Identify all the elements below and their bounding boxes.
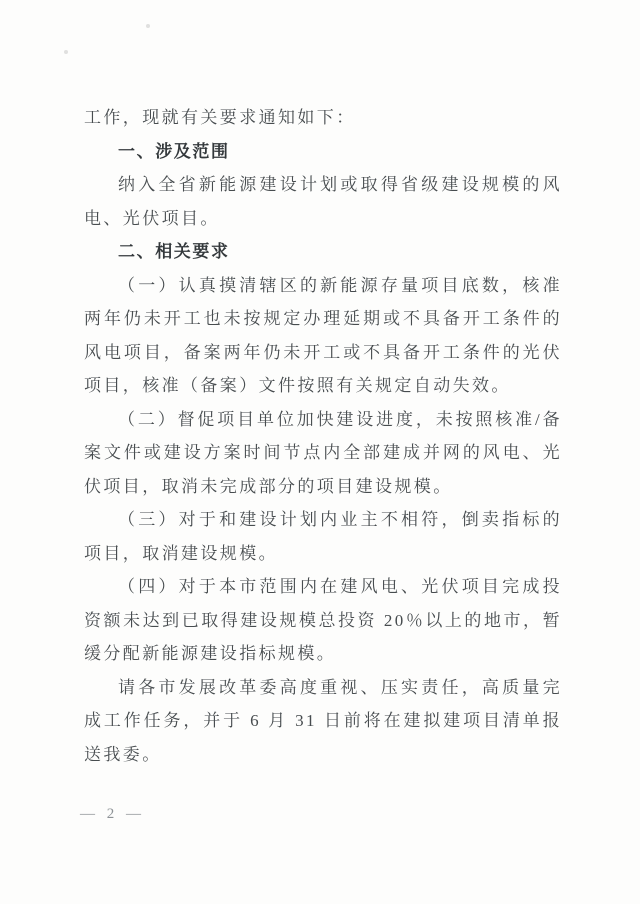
paragraph: （二）督促项目单位加快建设进度，未按照核准/备案文件或建设方案时间节点内全部建成并网的风电、光伏项目，取消未完成部分的项目建设规模。	[84, 409, 562, 496]
paragraph: （一）认真摸清辖区的新能源存量项目底数，核准两年仍未开工也未按规定办理延期或不具备开工条件的风电项目，备案两年仍未开工或不具备开工条件的光伏项目，核准（备案）文件按照有关规定自动失效。	[84, 275, 562, 395]
section-heading: 一、涉及范围	[118, 141, 230, 161]
paragraph: （三）对于和建设计划内业主不相符，倒卖指标的项目，取消建设规模。	[84, 510, 562, 563]
scan-speck	[64, 50, 68, 54]
scan-speck	[146, 24, 150, 28]
paragraph: 纳入全省新能源建设计划或取得省级建设规模的风电、光伏项目。	[84, 175, 562, 228]
paragraph: （四）对于本市范围内在建风电、光伏项目完成投资额未达到已取得建设规模总投资 20％以上的地市，暂缓分配新能源建设指标规模。	[84, 577, 562, 663]
section-heading: 二、相关要求	[118, 242, 230, 261]
page-number: — 2 —	[80, 806, 145, 822]
document-body	[84, 101, 562, 771]
paragraph: 工作，现就有关要求通知如下：	[84, 108, 356, 127]
paragraph: 请各市发展改革委高度重视、压实责任，高质量完成工作任务，并于 6 月 31 日前将在建拟建项目清单报送我委。	[84, 677, 562, 764]
